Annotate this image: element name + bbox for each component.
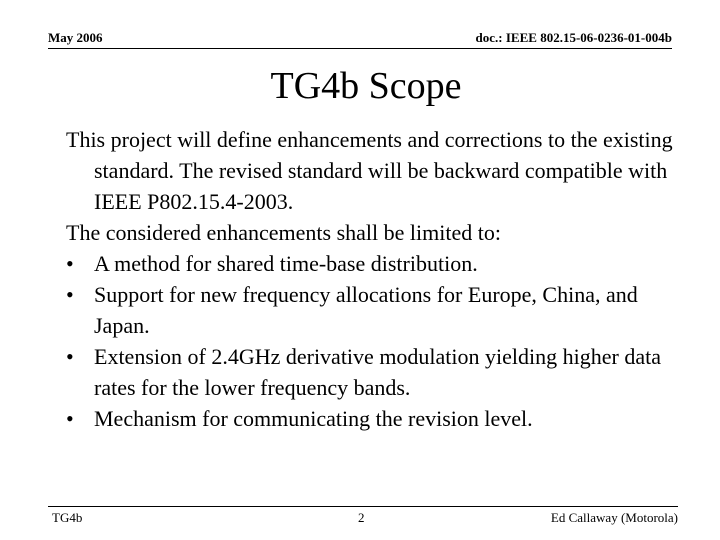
footer-author: Ed Callaway (Motorola): [550, 510, 678, 525]
footer-divider: [48, 506, 678, 507]
list-item: [66, 403, 696, 434]
list-item: [66, 341, 696, 403]
header-date: May 2006: [48, 30, 103, 45]
list-item-text: Support for new frequency allocations for Europe, China, and Japan.: [94, 282, 638, 338]
page-number: 2: [358, 510, 365, 525]
bullet-icon: •: [66, 344, 74, 369]
slide-body: [66, 124, 696, 434]
list-item: [66, 279, 696, 341]
header-doc-id: doc.: IEEE 802.15-06-0236-01-004b: [475, 30, 672, 45]
list-item-text: A method for shared time-base distribution.: [94, 251, 478, 276]
bullet-icon: •: [66, 282, 74, 307]
bullet-icon: •: [66, 251, 74, 276]
enhancements-intro: The considered enhancements shall be limited to:: [66, 220, 501, 245]
slide-title: TG4b Scope: [270, 65, 462, 107]
footer-group-label: TG4b: [52, 510, 83, 525]
intro-paragraph: This project will define enhancements and corrections to the existing standard. The revised standard will be backward compatible with IEEE P802.15.4-2003.: [66, 127, 673, 214]
list-item-text: Extension of 2.4GHz derivative modulation yielding higher data rates for the lower frequency bands.: [94, 344, 661, 400]
list-item-text: Mechanism for communicating the revision level.: [94, 406, 533, 431]
header-divider: [48, 48, 672, 49]
bullet-icon: •: [66, 406, 74, 431]
list-item: [66, 248, 696, 279]
enhancements-list: [66, 248, 696, 434]
